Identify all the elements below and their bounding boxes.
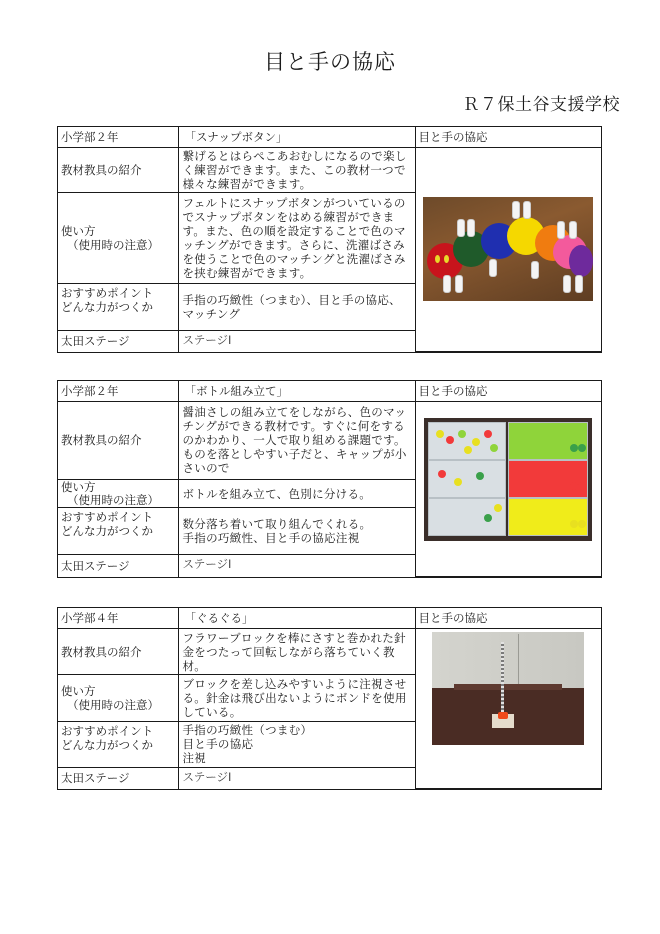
point-label [58,722,178,768]
ota-stage-label: 太田ステージ [58,330,178,351]
point-label [58,284,178,331]
material-card-bottle-assembly [57,380,602,578]
usage-text: フェルトにスナップボタンがついているのでスナップボタンをはめる練習ができます。また、色の順を設定することで色のマッチングができます。さらに、洗濯ばさみを使うことで色のマッチングと洗濯ばさみを挟む練習ができます。 [178,193,415,284]
point-text-line3: 注視 [182,751,207,766]
caterpillar-felt-snap-button-photo [423,197,593,301]
photo-cell [415,401,601,576]
ota-stage-value: ステージⅠ [178,555,415,577]
page-title: 目と手の協応 [264,50,396,74]
intro-label: 教材教具の紹介 [58,147,178,193]
category-label: 目と手の協応 [415,608,601,628]
intro-text: 繋げるとはらぺこあおむしになるので楽しく練習ができます。また、この教材一つで様々な練習ができます。 [178,147,415,193]
point-label-line2: どんな力がつくか [61,738,153,753]
point-label-line1: おすすめポイント [61,724,154,739]
point-text-line1: 手指の巧緻性（つまむ） [182,723,313,738]
grade-label: 小学部４年 [58,608,178,628]
usage-label-line2: （使用時の注意） [67,698,159,713]
point-label-line1: おすすめポイント [61,286,154,301]
ota-stage-value: ステージⅠ [178,330,415,351]
usage-label [58,675,178,722]
intro-text: 醤油さしの組み立てをしながら、色のマッチングができる教材です。すぐに何をするのかわかり、一人で取り組める課題です。ものを落としやすい子だと、キャップが小さいので [178,401,415,479]
material-card-snap-button [57,126,602,353]
usage-label-line1: 使い方 [61,224,96,239]
spiral-wire-block-photo [432,632,584,745]
photo-cell [415,147,601,351]
grade-label: 小学部２年 [58,381,178,401]
usage-label-line2: （使用時の注意） [67,492,159,507]
ota-stage-value: ステージⅠ [178,767,415,788]
usage-text: ブロックを差し込みやすいように注視させる。針金は飛び出ないようにボンドを使用している。 [178,675,415,722]
point-label-line1: おすすめポイント [61,510,154,525]
point-label [58,508,178,555]
point-text [178,722,415,768]
point-text: 手指の巧緻性（つまむ）、目と手の協応、マッチング [178,284,415,331]
usage-label [58,479,178,508]
usage-text: ボトルを組み立て、色別に分ける。 [178,479,415,508]
material-card-guruguru [57,607,602,790]
ota-stage-label: 太田ステージ [58,555,178,577]
intro-label: 教材教具の紹介 [58,401,178,479]
photo-cell [415,628,601,788]
point-text-line2: 目と手の協応 [182,737,254,752]
usage-label [58,193,178,284]
intro-label: 教材教具の紹介 [58,628,178,675]
school-name: Ｒ７保土谷支援学校 [462,95,620,115]
point-text-line2: 手指の巧緻性、目と手の協応注視 [182,531,360,546]
point-text [178,508,415,555]
material-name: 「ボトル組み立て」 [178,381,415,401]
point-text-line1: 数分落ち着いて取り組んでくれる。 [182,517,372,532]
point-label-line2: どんな力がつくか [61,524,153,539]
material-name: 「ぐるぐる」 [178,608,415,628]
intro-text: フラワーブロックを棒にさすと巻かれた針金をつたって回転しながら落ちていく教材。 [178,628,415,675]
material-name: 「スナップボタン」 [178,127,415,147]
category-label: 目と手の協応 [415,127,601,147]
bottle-assembly-box-photo [424,418,592,541]
ota-stage-label: 太田ステージ [58,767,178,788]
usage-label-line1: 使い方 [61,684,96,699]
category-label: 目と手の協応 [415,381,601,401]
usage-label-line2: （使用時の注意） [67,238,159,253]
usage-label-line1: 使い方 [61,479,96,494]
grade-label: 小学部２年 [58,127,178,147]
point-label-line2: どんな力がつくか [61,300,153,315]
